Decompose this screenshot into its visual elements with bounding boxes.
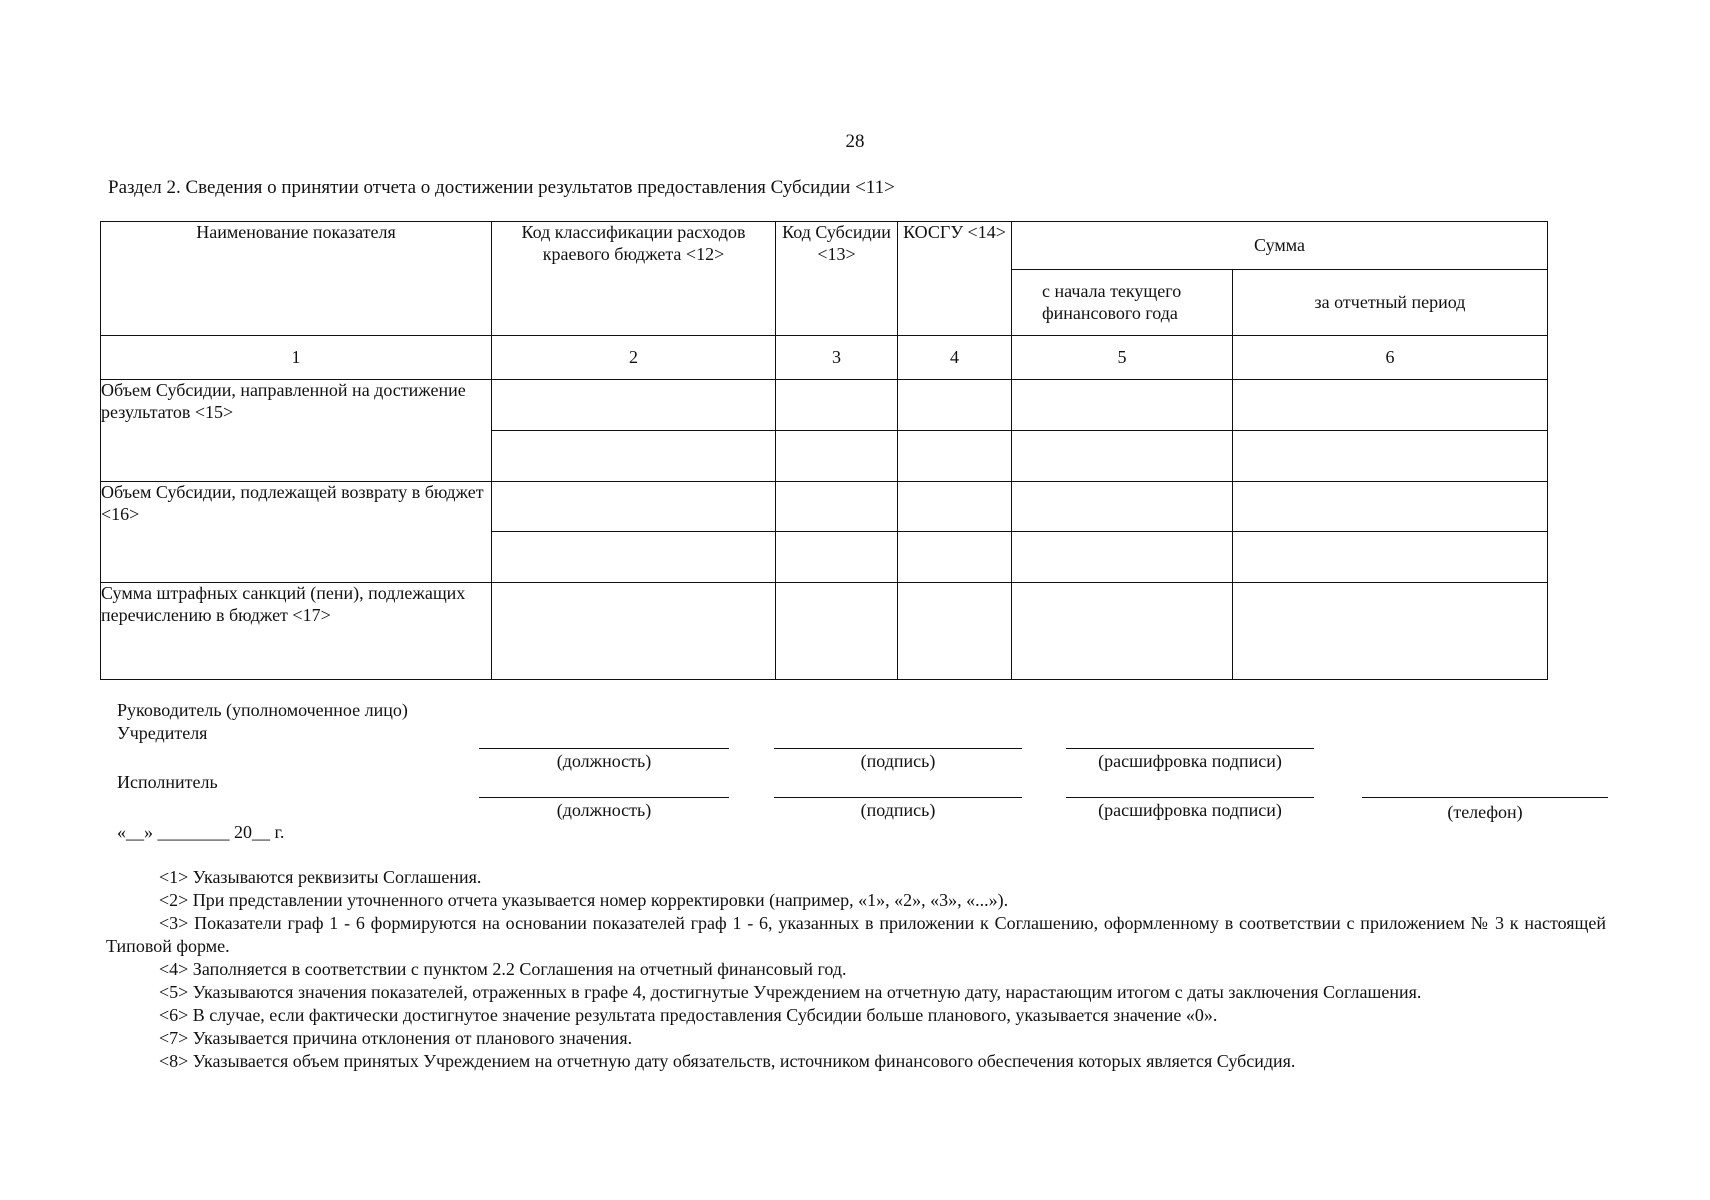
column-number: 3 (776, 336, 898, 380)
header-row (101, 222, 1548, 270)
table-cell[interactable] (776, 482, 898, 532)
head-signature-line[interactable] (774, 748, 1022, 749)
head-decoding-line[interactable] (1066, 748, 1314, 749)
table-cell[interactable] (898, 583, 1012, 680)
table-cell[interactable] (1233, 380, 1548, 431)
footnote: <2> При представлении уточненного отчета указывается номер корректировки (например, «1», «2», «3», «...»). (159, 890, 1009, 910)
column-number: 5 (1012, 336, 1233, 380)
table-cell[interactable] (492, 532, 776, 583)
column-number: 2 (492, 336, 776, 380)
table-cell[interactable] (1233, 532, 1548, 583)
executor-decoding-caption: (расшифровка подписи) (1098, 800, 1282, 820)
footnote: <3> Показатели граф 1 - 6 формируются на основании показателей граф 1 - 6, указанных в приложении к Соглашению, оформленному в соответствии с приложением № 3 к настоящей Типовой форме. (106, 913, 1606, 956)
header-sum: Сумма (1012, 222, 1548, 270)
table-cell[interactable] (492, 431, 776, 482)
executor-signature-caption: (подпись) (860, 800, 936, 820)
footnote: <8> Указывается объем принятых Учреждением на отчетную дату обязательств, источником финансового обеспечения которых является Субсидия. (159, 1051, 1296, 1071)
footnote: <7> Указывается причина отклонения от планового значения. (159, 1028, 633, 1048)
table-cell[interactable] (1012, 380, 1233, 431)
table-cell[interactable] (1233, 431, 1548, 482)
table-row (101, 380, 1548, 431)
page-number: 28 (845, 131, 865, 152)
table-cell[interactable] (898, 532, 1012, 583)
section-title: Раздел 2. Сведения о принятии отчета о достижении результатов предоставления Субсидии <11> (108, 177, 895, 198)
footnote: <4> Заполняется в соответствии с пунктом 2.2 Соглашения на отчетный финансовый год. (159, 959, 847, 979)
header-sum-period: за отчетный период (1233, 270, 1548, 336)
header-indicator: Наименование показателя (101, 222, 492, 336)
column-number-row (101, 336, 1548, 380)
table-row (101, 583, 1548, 680)
table-cell[interactable] (776, 380, 898, 431)
row-label-subsidy-volume: Объем Субсидии, направленной на достижение результатов <15> (101, 380, 492, 482)
executor-phone-line[interactable] (1362, 797, 1608, 798)
table-row (101, 482, 1548, 532)
executor-phone-caption: (телефон) (1447, 802, 1523, 822)
column-number: 4 (898, 336, 1012, 380)
table-cell[interactable] (1233, 482, 1548, 532)
header-budget-code: Код классификации расходов краевого бюджета <12> (492, 222, 776, 336)
table-cell[interactable] (492, 583, 776, 680)
head-label-line1: Руководитель (уполномоченное лицо) (117, 700, 408, 720)
executor-position-caption: (должность) (556, 800, 652, 820)
head-label-line2: Учредителя (117, 723, 208, 743)
table-cell[interactable] (1012, 583, 1233, 680)
head-signature-caption: (подпись) (860, 751, 936, 771)
table-cell[interactable] (492, 482, 776, 532)
footnotes (106, 866, 1606, 1073)
head-position-caption: (должность) (556, 751, 652, 771)
table-cell[interactable] (1012, 482, 1233, 532)
table-cell[interactable] (776, 431, 898, 482)
executor-signature-line[interactable] (774, 797, 1022, 798)
footnote: <6> В случае, если фактически достигнутое значение результата предоставления Субсидии больше планового, указывается значение «0». (159, 1005, 1218, 1025)
table-cell[interactable] (776, 532, 898, 583)
header-kosgu: КОСГУ <14> (898, 222, 1012, 336)
column-number: 1 (101, 336, 492, 380)
footnote: <5> Указываются значения показателей, отраженных в графе 4, достигнутые Учреждением на отчетную дату, нарастающим итогом с даты заключения Соглашения. (159, 982, 1422, 1002)
executor-position-line[interactable] (479, 797, 729, 798)
row-label-subsidy-return: Объем Субсидии, подлежащей возврату в бюджет <16> (101, 482, 492, 583)
table-cell[interactable] (1012, 532, 1233, 583)
table-cell[interactable] (776, 583, 898, 680)
footnote: <1> Указываются реквизиты Соглашения. (159, 867, 482, 887)
table-cell[interactable] (898, 482, 1012, 532)
head-position-line[interactable] (479, 748, 729, 749)
column-number: 6 (1233, 336, 1548, 380)
table-cell[interactable] (1233, 583, 1548, 680)
date-line: «__» ________ 20__ г. (117, 822, 285, 842)
report-table (100, 221, 1548, 680)
header-sum-ytd: с начала текущего финансового года (1012, 270, 1233, 336)
table-cell[interactable] (1012, 431, 1233, 482)
header-subsidy-code: Код Субсидии <13> (776, 222, 898, 336)
executor-label: Исполнитель (117, 772, 218, 792)
executor-decoding-line[interactable] (1066, 797, 1314, 798)
head-decoding-caption: (расшифровка подписи) (1098, 751, 1282, 771)
table-cell[interactable] (898, 380, 1012, 431)
table-cell[interactable] (492, 380, 776, 431)
table-cell[interactable] (898, 431, 1012, 482)
row-label-penalties: Сумма штрафных санкций (пени), подлежащих перечислению в бюджет <17> (101, 583, 492, 680)
